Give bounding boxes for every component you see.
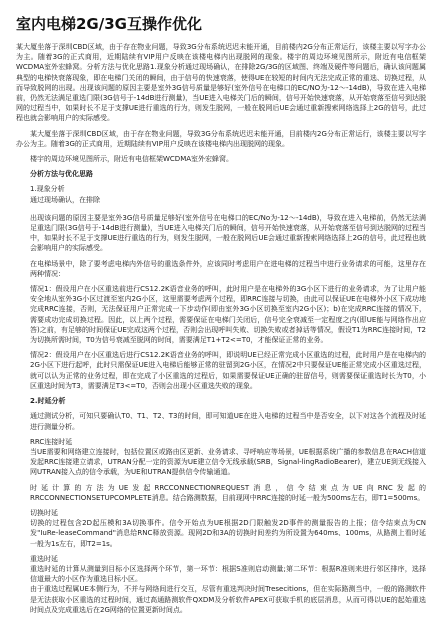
- section-heading: 分析方法与优化思路: [30, 170, 93, 179]
- paragraph-rrc-latency: RRC连接时延 当UE需要和网络建立连接时，包括位置区或路由区更新、业务请求、寻呼响应等场景，UE根据系统广播的参数信息在RACH信道发起RRC连接建立请求，UTRAN分配一定的资源为UE建立信令无线承载(SRB，Signal-lingRadioBearer)，建立UE到无线接入网UTRAN接入点的信令承载，为UE和UTRAN提供信令传输通道。: [30, 437, 426, 477]
- paragraph-case-2: 情况2：假设用户在小区重选后进行CS12.2K语音业务的呼叫，即说明UE已经正常完成小区重选的过程，此时用户是在电梯内的2G小区下进行起呼，此时只需保证UE进入电梯后能够正常的驻留到2G小区，在情况2中只要保证UE能正常完成小区重选过程，就可以认为正常的业务过程，即在完成了小区重选的过程后，如果需要保证UE正确的驻留信号，则需要保证重选时长为T0，小区重选时间为T3，需要满足T3<=T0，否则会出现小区重选失败的现象。: [30, 351, 426, 390]
- subheading-latency: 2.时延分析: [30, 397, 66, 406]
- paragraph-rrc-calc: 时延计算的方法为UE发起RRCCONNECTIONREQUEST消息，信令结束点为UE向RNC发起的RRCCONNECTIONSETUPCOMPLETE消息。结合路测数据，目前现网中RRC连接的时延一般为500ms左右，即T1=500ms。: [30, 483, 426, 502]
- analysis-section: [16, 184, 426, 615]
- paragraph-3: 楼宇的周边环境见图所示，附近有电信框架WCDMA室外宏蜂窝。: [30, 155, 234, 164]
- paragraph-latency-intro: 通过测试分析，可知只要确认T0、T1、T2、T3的时间，即可知道UE在进入电梯的过程当中是否安全，以下对这各个流程及时延进行测量分析。: [30, 412, 426, 431]
- paragraph-handover-latency: 切换时延 切换的过程包含2D起压模和3A切换事件。信令开始点为UE根据2D门限触发2D事件的测量报告的上报；信令结束点为CN发"IuRe-leaseCommand"消息给RNC释放资源。现网2D和3A的切换时间差约为所设置为640ms、100ms，从路测上看时延一般为1s左右，即T2=1s。: [30, 508, 426, 548]
- paragraph-2: 某大厦坐落于深圳CBD区域，由于存在物业问题，导致3G分布系统迟迟未能开通，目前楼内2G分布正常运行，该楼主要以写字办公为主。随着3G的正式商用，近期陆续有VIP用户反映在该楼电梯内出现脱网的现象。: [16, 129, 426, 148]
- paragraph-1: 某大厦坐落于深圳CBD区域，由于存在物业问题，导致3G分布系统迟迟未能开通，目前楼内2G分布正常运行，该楼主要以写字办公为主。随着3G的正式商用，近期陆续有VIP用户反映在该楼电梯内出现脱网的现象。楼宇的周边环境见图所示，附近有电信框架WCDMA室外宏蜂窝。分析方法与优化思路1.现象分析通过现场确认，在排除2G/3G的区域图、终端及硬件等问题后，确认该问题属典型的电梯快衰落现象，即在电梯门关闭的瞬间，由于信号的快速衰落，使得UE在较短的时间内无法完成正常的重选、切换过程，从而导致脱网的出现。出现该问题的原因主要是室外3G信号质量是够好(室外信号在电梯口的EC/NO为-12～-14dB)，导致在进入电梯前，仍然无法满足重选门限(3G信号于-14dB进行测量)，当UE进入电梯关门后的瞬间，信号开始快速衰落，从开始衰落至信号到达脱网的过程当中，如果时长不足于支撑UE进行重选的行为，则发生脱网，一般在脱网后UE会通过重新搜索网络选择上2G的信号，此过程也就会影响用户的实际感受。: [16, 43, 426, 123]
- paragraph-case-1: 情况1：假设用户在小区重选前进行CS12.2K语音业务的呼叫，此时用户是在电梯外的3G小区下进行的业务请求，为了让用户能安全地从室外3G小区过渡至室内2G小区，这里需要考虑两个过程，即RRC连接与切换，由此可以保证UE在电梯外小区下成功地完成RRC连接，否则，无法保证用户正常完成一下步动作(即由室外3G小区切换至室内2G小区)；b)在完成RRC连接的情况下，需要成功完成切换过程。因此，以上两个过程，需要保证在电梯门关闭后，信号完全衰减至一定程度之内(即UE能与网络作出应答)之前，有足够的时间保证UE完成这两个过程，否则会出现呼叫失败、切换失败或者掉话等情况，假设T1为RRC连接时间，T2为切换所需时间，T0为信号衰减至脱网的时间，需要满足T1+T2<=T0，才能保证正常的业务。: [30, 285, 426, 345]
- paragraph-reselection-latency: 重选时延 重选时延的计算从测量到目标小区选择两个环节，第一环节：根据S准则启动测量;第二环节：根据R准则来进行邻区排序，选择信道最大的小区作为重选目标小区。 由于重选过程属UE本侧行为，不并与网络间进行交互，尽管有重选判决时间Tresecitions，但在实际路测当中，一般的路测软件是无法获取小区重选的过程时间，通过高通路测软件QXDM及分析软件APEX可获取手机的底层消息，从而可得以UE的起始重选时间点及完成重选后在2G网络的位置更新时间点。: [30, 554, 426, 614]
- paragraph-phenomenon: 1.现象分析 通过现场确认，在排除: [30, 185, 100, 204]
- document-title: 室内电梯2G/3G互操作优化: [16, 15, 202, 33]
- paragraph-cause: 出现该问题的原因主要是室外3G信号质量足够好(室外信号在电梯口的EC/No为-12～-14dB)，导致在进入电梯前，仍然无法满足重选门限(3G信号于-14dB进行测量)，当UE进入电梯关门后的瞬间，信号开始快速衰落，从开始衰落至信号到达脱网的过程当中，如果时长不足于支撑UE进行重选的行为，则发生脱网，一般在脱网后UE会通过重新搜索网络选择上2G的信号，此过程也就会影响用户的实际感受。: [30, 213, 426, 253]
- paragraph-scenarios: 在电梯场景中，除了要考虑电梯内外信号的重选条件外，应该同时考虑用户在进电梯的过程当中进行业务请求的可能，这里存在两种情况：: [30, 259, 426, 278]
